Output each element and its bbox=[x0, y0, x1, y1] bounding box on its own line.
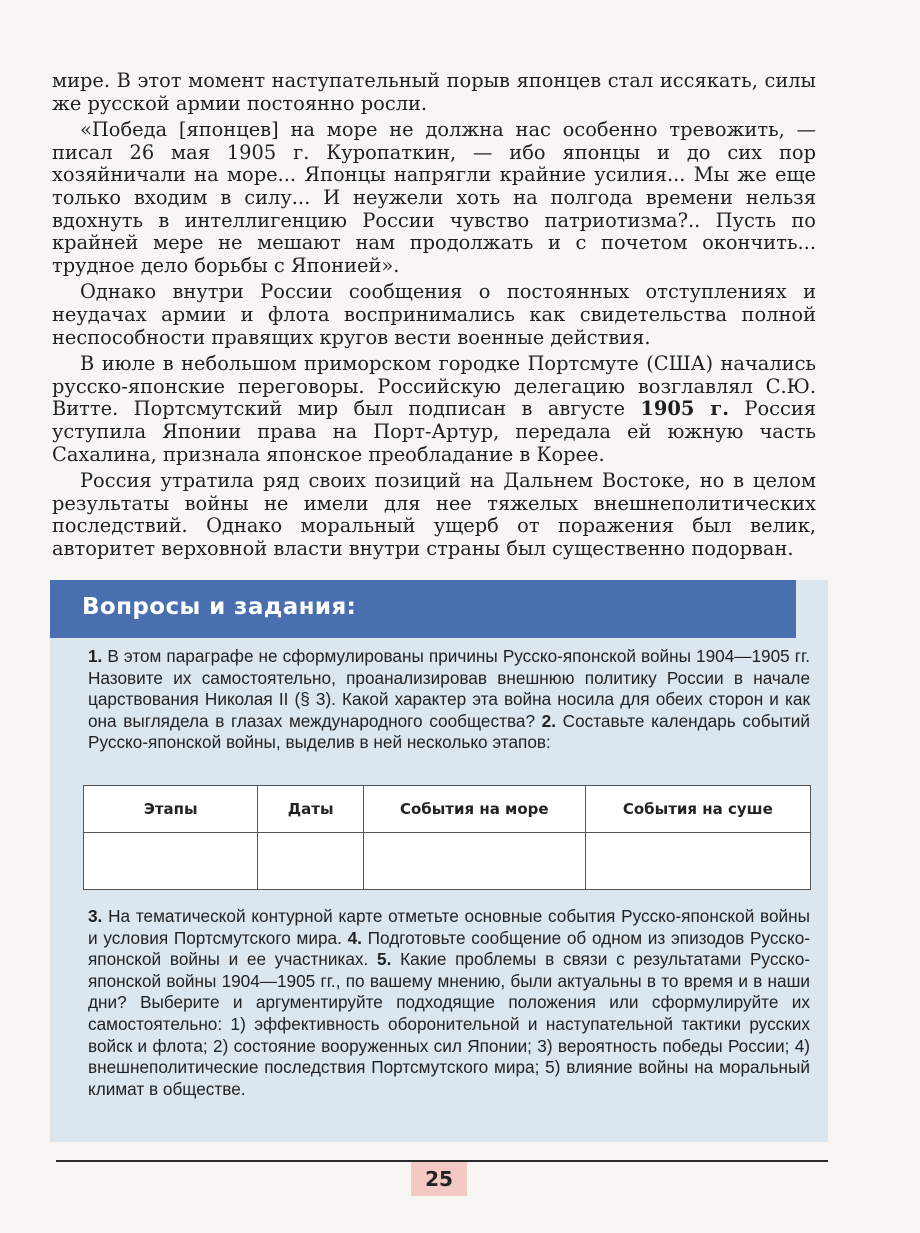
q1-text: В этом параграфе не сформулированы причины Русско-японской войны 1904—1905 гг. Назовите их самостоятельно, проанализировав внешнюю политику России в начале царствования Николая II (§ 3). Какой характер эта война носила для обеих сторон и как она выглядела в глазах международного сообщества? bbox=[88, 646, 810, 731]
col-header-land-events: События на суше bbox=[585, 786, 810, 833]
col-header-sea-events: События на море bbox=[363, 786, 585, 833]
questions-header bbox=[50, 580, 796, 638]
col-header-dates: Даты bbox=[258, 786, 363, 833]
questions-part-1 bbox=[88, 646, 810, 754]
questions-part-2 bbox=[88, 906, 810, 1100]
paragraph-portsmouth bbox=[52, 353, 816, 466]
paragraph-3: Однако внутри России сообщения о постоянных отступлениях и неудачах армии и флота воспринимались как свидетельства полной неспособности правящих кругов вести военные действия. bbox=[52, 280, 816, 349]
table-cell-dates bbox=[258, 833, 363, 890]
table-cell-sea-events bbox=[363, 833, 585, 890]
paragraph-portsmouth-start: В июле в небольшом приморском городке Портсмуте (США) начались русско-японские переговоры. Российскую делегацию возглавлял С.Ю. Витте. Портсмутский мир был подписан в августе bbox=[52, 352, 816, 421]
q1-number: 1. bbox=[88, 646, 103, 666]
q4-text: Подготовьте сообщение об одном из эпизодов Русско-японской войны и ее участниках. bbox=[88, 927, 811, 970]
stages-table-header-row bbox=[84, 786, 811, 833]
table-cell-land-events bbox=[585, 833, 810, 890]
q2-text: Составьте календарь событий Русско-японской войны, выделив в ней несколько этапов: bbox=[88, 710, 811, 753]
page-number: 25 bbox=[411, 1162, 467, 1196]
questions-title: Вопросы и задания: bbox=[82, 594, 357, 620]
q4-number: 4. bbox=[347, 927, 362, 948]
questions-box bbox=[50, 580, 828, 1142]
q5-text: Какие проблемы в связи с результатами Русско-японской войны 1904—1905 гг., по вашему мнению, были актуальны в то время и в наши дни? Выберите и аргументируйте подходящие положения или сформулируйте их самостоятельно: 1) эффективность оборонительной и наступательной тактики русских войск и флота; 2) состояние вооруженных сил Японии; 3) вероятность победы России; 4) внешнеполитические последствия Портсмутского мира; 5) влияние войны на моральный климат в обществе. bbox=[88, 949, 810, 1099]
col-header-stages: Этапы bbox=[84, 786, 258, 833]
paragraph-kuropatkin-quote: «Победа [японцев] на море не должна нас особенно тревожить, — писал 26 мая 1905 г. Куропаткин, — ибо японцы и до сих пор хозяйничали на море... Японцы напрягли крайние усилия... Мы же еще только входим в силу... И неужели хоть на полгода времени нельзя вдохнуть в интеллигенцию России чувство патриотизма?.. Пусть по крайней мере не мешают нам продолжать и с почетом окончить... трудное дело борьбы с Японией». bbox=[52, 118, 816, 277]
paragraph-portsmouth-end: Россия уступила Японии права на Порт-Артур, передала ей южную часть Сахалина, признала японское преобладание в Корее. bbox=[52, 397, 817, 466]
q3-number: 3. bbox=[88, 906, 103, 926]
paragraph-1: мире. В этот момент наступательный порыв японцев стал иссякать, силы же русской армии постоянно росли. bbox=[52, 69, 816, 115]
year-1905-bold: 1905 г. bbox=[640, 397, 729, 421]
q5-number: 5. bbox=[377, 949, 392, 970]
main-text bbox=[52, 70, 816, 564]
stages-table-empty-row bbox=[84, 833, 811, 890]
q3-text: На тематической контурной карте отметьте основные события Русско-японской войны и условия Портсмутского мира. bbox=[88, 906, 811, 948]
table-cell-stages bbox=[84, 833, 258, 890]
paragraph-5: Россия утратила ряд своих позиций на Дальнем Востоке, но в целом результаты войны не имели для нее тяжелых внешнеполитических последствий. Однако моральный ущерб от поражения был велик, авторитет верховной власти внутри страны был существенно подорван. bbox=[52, 469, 816, 560]
q2-number: 2. bbox=[541, 710, 557, 731]
stages-table bbox=[83, 785, 811, 890]
